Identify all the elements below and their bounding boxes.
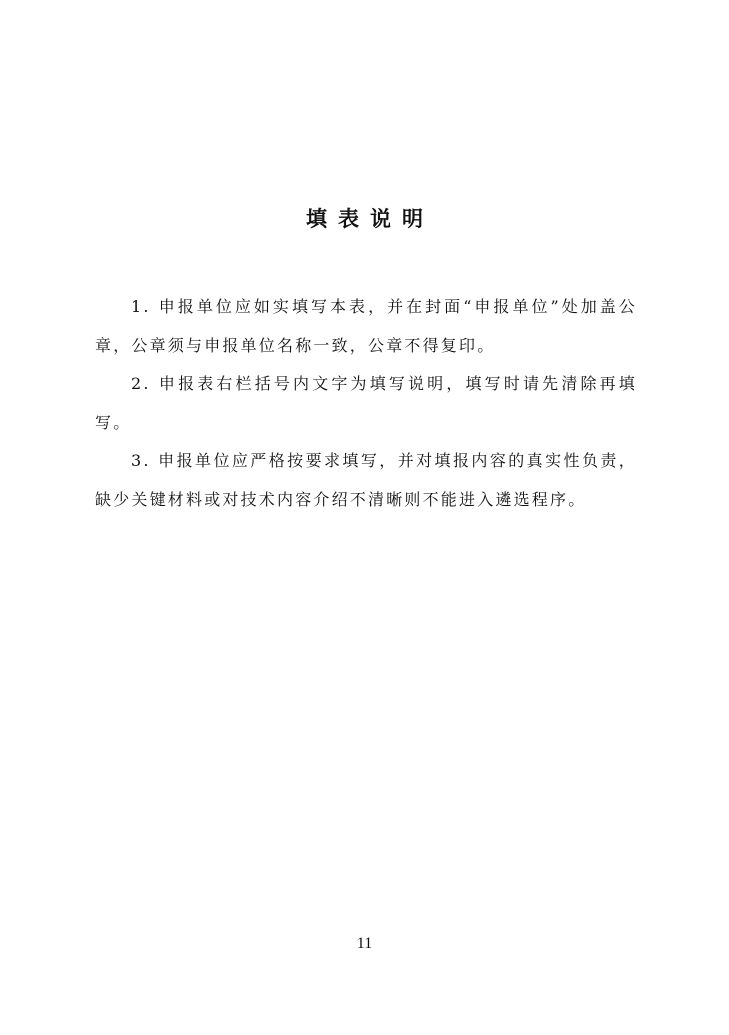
instructions-body bbox=[95, 288, 637, 519]
page-title: 填表说明 bbox=[306, 207, 434, 231]
instruction-paragraph-3: 3. 申报单位应严格按要求填写，并对填报内容的真实性负责，缺少关键材料或对技术内容介绍不清晰则不能进入遴选程序。 bbox=[95, 451, 637, 509]
page-number: 11 bbox=[356, 935, 373, 952]
instruction-paragraph-1: 1. 申报单位应如实填写本表，并在封面“申报单位”处加盖公章，公章须与申报单位名称一致，公章不得复印。 bbox=[95, 297, 637, 355]
instruction-paragraph-2: 2. 申报表右栏括号内文字为填写说明，填写时请先清除再填写。 bbox=[95, 374, 637, 432]
